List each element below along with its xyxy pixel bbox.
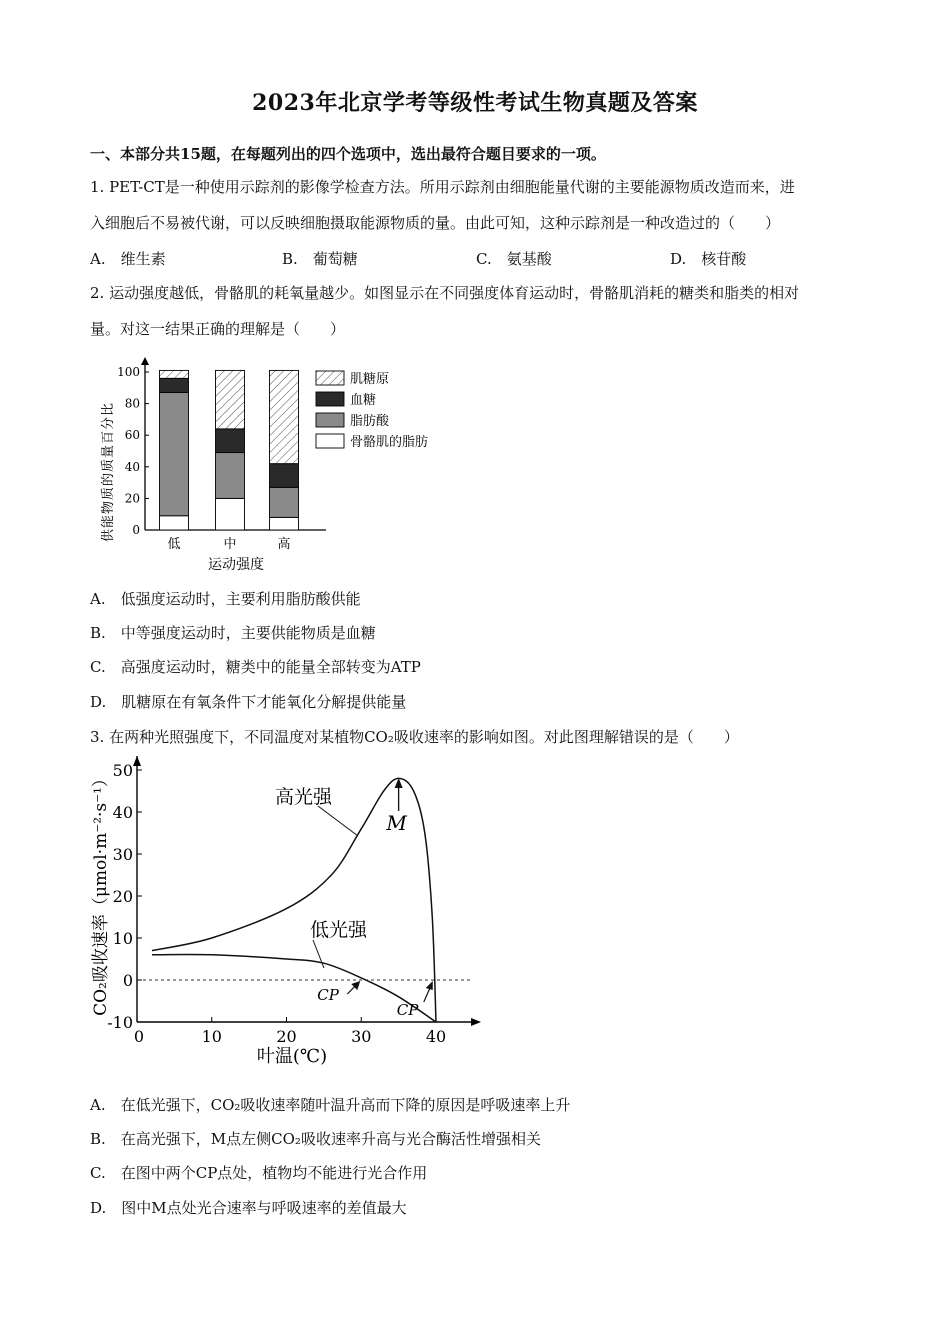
q3-option-c: C. 在图中两个CP点处，植物均不能进行光合作用 xyxy=(90,1164,428,1182)
line-chart xyxy=(80,756,490,1076)
line-y-tick-label: 40 xyxy=(112,803,133,822)
line-x-tick-label: 10 xyxy=(201,1027,222,1046)
bar-segment xyxy=(160,516,189,530)
bar-legend xyxy=(316,371,428,450)
bar-y-axis-arrow xyxy=(141,357,149,365)
bar-legend-swatch xyxy=(316,371,344,385)
bar-segment xyxy=(270,517,299,530)
section-header: 一、本部分共15题，在每题列出的四个选项中，选出最符合题目要求的一项。 xyxy=(90,145,606,163)
q1-option-d: D. 核苷酸 xyxy=(670,250,747,268)
bar-legend-label: 肌糖原 xyxy=(350,372,390,387)
q2-stem-line1: 2. 运动强度越低，骨骼肌的耗氧量越少。如图显示在不同强度体育运动时，骨骼肌消耗的糖类和脂类的相对 xyxy=(90,284,800,302)
line-y-axis-label: CO₂吸收速率（μmol·m⁻²·s⁻¹） xyxy=(91,770,111,1016)
q3-option-a: A. 在低光强下，CO₂吸收速率随叶温升高而下降的原因是呼吸速率上升 xyxy=(90,1096,571,1114)
cp2-arrow-head xyxy=(426,981,433,990)
cp2-label: CP xyxy=(396,1001,419,1019)
bar-legend-swatch xyxy=(316,413,344,427)
q2-stem-line2: 量。对这一结果正确的理解是（ ） xyxy=(90,320,346,338)
line-x-tick-label: 0 xyxy=(133,1027,145,1046)
bar-legend-label: 脂肪酸 xyxy=(350,414,390,429)
bar-bars xyxy=(160,370,299,552)
bar-category-label: 低 xyxy=(167,537,181,552)
stacked-bar-chart xyxy=(90,352,460,577)
line-x-tick-label: 20 xyxy=(276,1027,297,1046)
line-series-label-low: 低光强 xyxy=(310,919,368,941)
bar-segment xyxy=(270,487,299,517)
bar-segment xyxy=(160,378,189,392)
bar-segment xyxy=(216,429,245,453)
line-y-tick-label: 30 xyxy=(112,845,133,864)
bar-y-tick-label: 60 xyxy=(124,428,140,443)
bar-y-tick-label: 40 xyxy=(124,459,140,474)
line-leader-low xyxy=(313,940,324,968)
bar-legend-swatch xyxy=(316,434,344,448)
cp1-label: CP xyxy=(317,986,339,1004)
line-y-tick-label: 50 xyxy=(112,761,133,780)
line-x-tick-label: 30 xyxy=(351,1027,372,1046)
line-y-tick-label: -10 xyxy=(107,1013,133,1032)
bar-category-label: 中 xyxy=(223,537,237,552)
q1-option-b: B. 葡萄糖 xyxy=(282,250,358,268)
line-leader-high xyxy=(318,806,358,836)
line-y-tick-label: 0 xyxy=(122,971,133,990)
line-x-axis-arrow xyxy=(471,1018,481,1026)
m-point-label: M xyxy=(386,811,407,835)
q1-stem-line1: 1. PET-CT是一种使用示踪剂的影像学检查方法。所用示踪剂由细胞能量代谢的主要能源物质改造而来，进 xyxy=(90,178,795,196)
bar-category-label: 高 xyxy=(277,537,291,552)
bar-segment xyxy=(160,370,189,378)
q2-option-c: C. 高强度运动时，糖类中的能量全部转变为ATP xyxy=(90,658,421,676)
bar-segment xyxy=(270,370,299,463)
q1-option-a: A. 维生素 xyxy=(90,250,166,268)
bar-segment xyxy=(160,393,189,516)
line-series-low-light xyxy=(152,954,436,1022)
line-y-tick-label: 20 xyxy=(112,887,133,906)
bar-y-tick-label: 80 xyxy=(124,396,140,411)
q2-option-a: A. 低强度运动时，主要利用脂肪酸供能 xyxy=(90,590,361,608)
bar-y-axis-label: 供能物质的质量百分比 xyxy=(101,401,116,543)
line-y-tick-label: 10 xyxy=(112,929,133,948)
bar-segment xyxy=(216,498,245,530)
bar-segment xyxy=(216,453,245,499)
line-series-label-high: 高光强 xyxy=(275,786,333,808)
bar-legend-label: 骨骼肌的脂肪 xyxy=(350,435,429,450)
q2-option-d: D. 肌糖原在有氧条件下才能氧化分解提供能量 xyxy=(90,693,407,711)
bar-y-tick-label: 20 xyxy=(124,491,140,506)
bar-segment xyxy=(270,464,299,488)
q3-option-b: B. 在高光强下，M点左侧CO₂吸收速率升高与光合酶活性增强相关 xyxy=(90,1130,541,1148)
bar-x-axis-label: 运动强度 xyxy=(208,557,264,573)
bar-y-tick-label: 0 xyxy=(132,523,140,537)
line-annotations xyxy=(275,778,433,1019)
bar-segment xyxy=(216,370,245,428)
q1-stem-line2: 入细胞后不易被代谢，可以反映细胞摄取能源物质的量。由此可知，这种示踪剂是一种改造过的（ ） xyxy=(90,214,781,232)
q2-option-b: B. 中等强度运动时，主要供能物质是血糖 xyxy=(90,624,376,642)
bar-legend-label: 血糖 xyxy=(350,393,377,408)
line-x-tick-label: 40 xyxy=(425,1027,447,1046)
bar-y-tick-label: 100 xyxy=(117,365,140,379)
page-title: 2023年北京学考等级性考试生物真题及答案 xyxy=(252,90,698,116)
q1-option-c: C. 氨基酸 xyxy=(476,250,552,268)
q3-stem-line1: 3. 在两种光照强度下，不同温度对某植物CO₂吸收速率的影响如图。对此图理解错误的是（ ） xyxy=(90,728,739,746)
q3-option-d: D. 图中M点处光合速率与呼吸速率的差值最大 xyxy=(90,1199,407,1217)
line-y-axis-arrow xyxy=(133,756,141,766)
bar-legend-swatch xyxy=(316,392,344,406)
line-x-axis-label: 叶温(℃) xyxy=(256,1046,328,1067)
